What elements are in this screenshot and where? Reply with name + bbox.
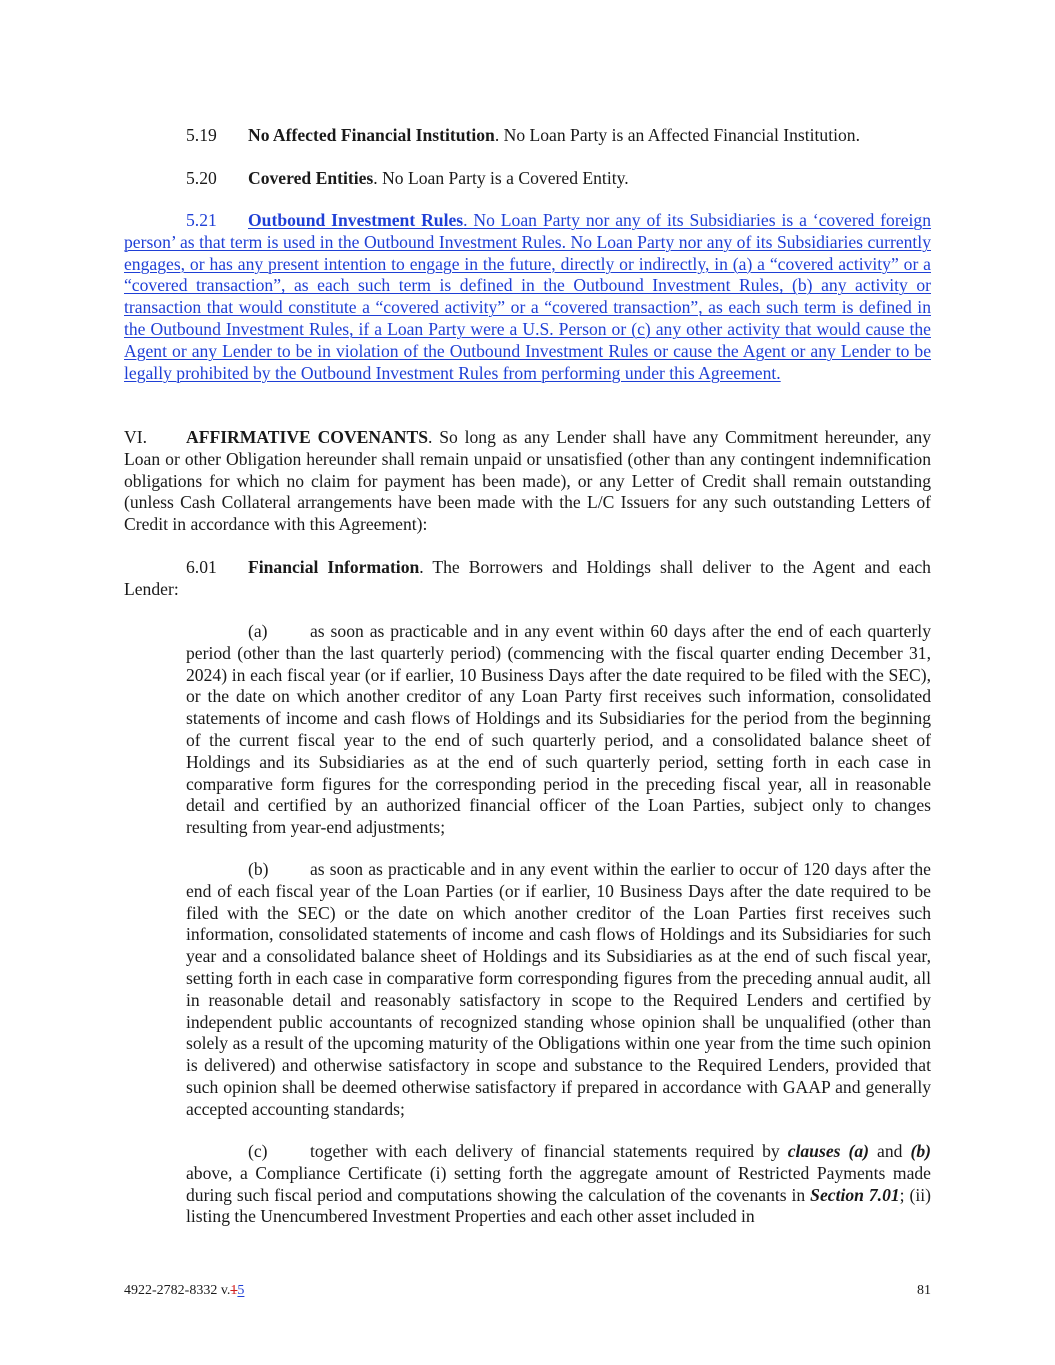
article-heading: AFFIRMATIVE COVENANTS <box>186 427 429 447</box>
section-number: 5.21 <box>186 210 217 230</box>
clause-reference: clauses (a) <box>787 1141 870 1161</box>
section-number: 5.19 <box>186 125 217 145</box>
footer-document-id <box>124 1282 244 1300</box>
clause-text: above, a Compliance Certificate (i) setting forth the aggregate amount of Restricted Payments made during such fiscal period and computations showing the calculation of the covenants in <box>186 1162 931 1205</box>
section-number: 6.01 <box>186 557 217 577</box>
clause-reference: (b) <box>910 1141 931 1161</box>
section-reference: Section 7.01 <box>810 1184 900 1205</box>
version-inserted: 5 <box>237 1283 245 1298</box>
clause-text: ; (ii) listing the Unencumbered Investment Properties and each other asset included in <box>186 1184 931 1227</box>
section-text: . No Loan Party nor any of its Subsidiaries is a ‘covered foreign person’ as that term is used in the Outbound Investment Rules. No Loan Party nor any of its Subsidiaries currently engages, or has any present intention to engage in the future, directly or indirectly, in (a) a “covered activity” or a “covered transaction”, as each such term is defined in the Outbound Investment Rules, (b) any activity or transaction that would constitute a “covered activity” or a “covered transaction”, as each such term is defined in the Outbound Investment Rules, if a Loan Party were a U.S. Person or (c) any other activity that would cause the Agent or any Lender to be in violation of the Outbound Investment Rules or cause the Agent or any Lender to be legally prohibited by the Outbound Investment Rules from performing under this Agreement. <box>124 210 931 383</box>
clause-b <box>186 859 931 1121</box>
section-text: . No Loan Party is a Covered Entity. <box>373 168 629 188</box>
section-5-20 <box>124 168 931 190</box>
clause-text: as soon as practicable and in any event within 60 days after the end of each quarterly period (other than the last quarterly period) (commencing with the fiscal quarter ending December 31, 2024) in each fiscal year (or if earlier, 10 Business Days after the date required to be filed with the SEC), or the date on which another creditor of any Loan Party first receives such information, consolidated statements of income and cash flows of Holdings and its Subsidiaries for the period from the beginning of the current fiscal year to the end of such quarterly period, and a consolidated balance sheet of Holdings and its Subsidiaries as at the end of such quarterly period, setting forth in each case in comparative form figures for the corresponding period in the preceding fiscal year, all in reasonable detail and certified by an authorized financial officer of the Loan Parties, subject only to changes resulting from year-end adjustments; <box>186 621 931 838</box>
clause-c <box>186 1141 931 1228</box>
clause-label: (b) <box>248 859 269 879</box>
clause-text: together with each delivery of financial statements required by <box>310 1141 788 1161</box>
document-id: 4922-2782-8332 v. <box>124 1283 231 1298</box>
section-text: . No Loan Party is an Affected Financial Institution. <box>494 125 860 145</box>
version-deleted: 1 <box>230 1283 238 1298</box>
clause-a <box>186 621 931 839</box>
section-heading: Covered Entities <box>248 168 374 188</box>
clause-label: (c) <box>248 1141 268 1161</box>
section-heading: No Affected Financial Institution <box>248 125 495 145</box>
section-5-21-inserted <box>124 210 931 384</box>
section-5-19 <box>124 125 931 147</box>
page-number: 81 <box>917 1283 931 1298</box>
section-text: . The Borrowers and Holdings shall deliver to the Agent and each Lender: <box>124 557 931 599</box>
section-heading: Outbound Investment Rules <box>248 210 464 230</box>
article-text: . So long as any Lender shall have any Commitment hereunder, any Loan or other Obligation hereunder shall remain unpaid or unsatisfied (other than any contingent indemnification obligations for which no claim for payment has been made), or any Letter of Credit shall remain outstanding (unless Cash Collateral arrangements have been made with the L/C Issuers for any such outstanding Letters of Credit in accordance with this Agreement): <box>124 427 931 535</box>
clause-label: (a) <box>248 621 268 641</box>
clause-text: as soon as practicable and in any event within the earlier to occur of 120 days after the end of each fiscal year of the Loan Parties (or if earlier, 10 Business Days after the date required to be filed with the SEC) or the date on which another creditor of the Loan Parties first receives such information, consolidated statements of income and cash flows of Holdings and its Subsidiaries for such year and a consolidated balance sheet of Holdings and its Subsidiaries as at the end of such fiscal year, setting forth in each case in comparative form corresponding figures from the preceding annual audit, all in reasonable detail and reasonably satisfactory in scope to the Required Lenders and certified by independent public accountants of recognized standing whose opinion shall be unqualified (other than solely as a result of the upcoming maturity of the Obligations within one year from the time such opinion is delivered) and otherwise satisfactory in scope and substance to the Required Lenders, provided that such opinion shall be deemed otherwise satisfactory if prepared in accordance with GAAP and generally accepted accounting standards; <box>186 859 931 1119</box>
clause-text: and <box>869 1141 911 1161</box>
article-number: VI. <box>124 427 147 447</box>
section-6-01 <box>124 557 931 601</box>
section-heading: Financial Information <box>248 557 420 577</box>
section-number: 5.20 <box>186 168 217 188</box>
article-vi <box>124 427 931 536</box>
